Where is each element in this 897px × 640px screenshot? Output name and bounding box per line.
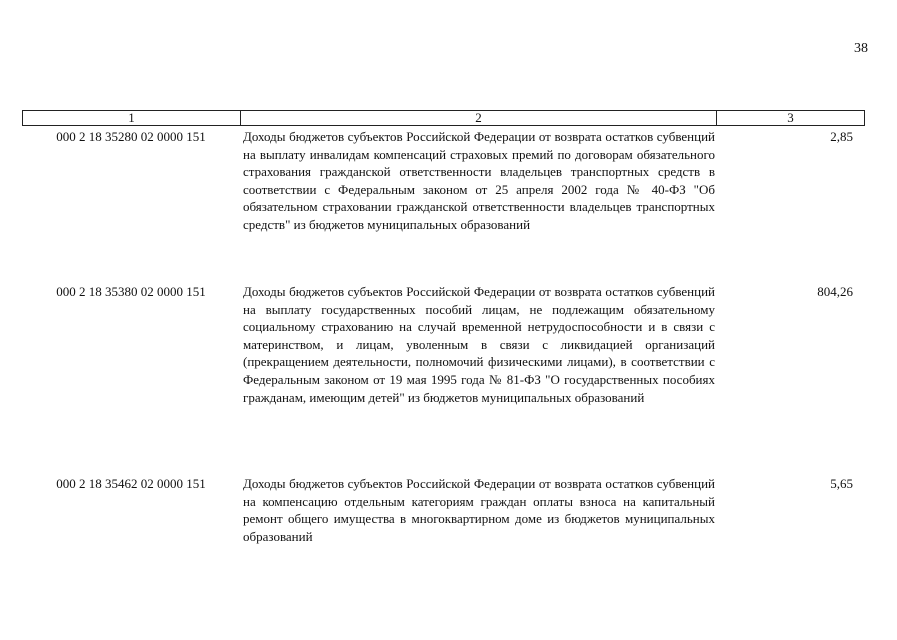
column-header-2: 2: [241, 111, 717, 125]
budget-code: 000 2 18 35462 02 0000 151: [56, 476, 206, 491]
amount: 2,85: [830, 129, 853, 144]
column-header-1: 1: [23, 111, 241, 125]
income-description: Доходы бюджетов субъектов Российской Федерации от возврата остатков субвенций на выплату государственных пособий лицам, не подлежащим обязательному социальному страхованию на случай временной нетрудоспособности и в связи с материнством, и лицам, уволенным в связи с ликвидацией организаций (прекращением деятельности, полномочий физическими лицами), в соответствии с Федеральным законом от 19 мая 1995 года № 81-ФЗ "О государственных пособиях гражданам, имеющим детей" из бюджетов муниципальных образований: [243, 284, 715, 405]
income-description: Доходы бюджетов субъектов Российской Федерации от возврата остатков субвенций на компенсацию отдельным категориям граждан оплаты взноса на капитальный ремонт общего имущества в многоквартирном доме из бюджетов муниципальных образований: [243, 476, 715, 544]
column-header-3: 3: [787, 110, 794, 125]
amount: 5,65: [830, 476, 853, 491]
income-description: Доходы бюджетов субъектов Российской Федерации от возврата остатков субвенций на выплату инвалидам компенсаций страховых премий по договорам обязательного страхования гражданской ответственности владельцев транспортных средств в соответствии с Федеральным законом от 25 апреля 2002 года № 40-ФЗ "Об обязательном страховании гражданской ответственности владельцев транспортных средств" из бюджетов муниципальных образований: [243, 129, 715, 232]
table-header: [22, 110, 865, 126]
amount: 804,26: [817, 284, 853, 299]
page-number: 38: [854, 41, 868, 56]
budget-code: 000 2 18 35380 02 0000 151: [56, 284, 206, 299]
budget-code: 000 2 18 35280 02 0000 151: [56, 129, 206, 144]
